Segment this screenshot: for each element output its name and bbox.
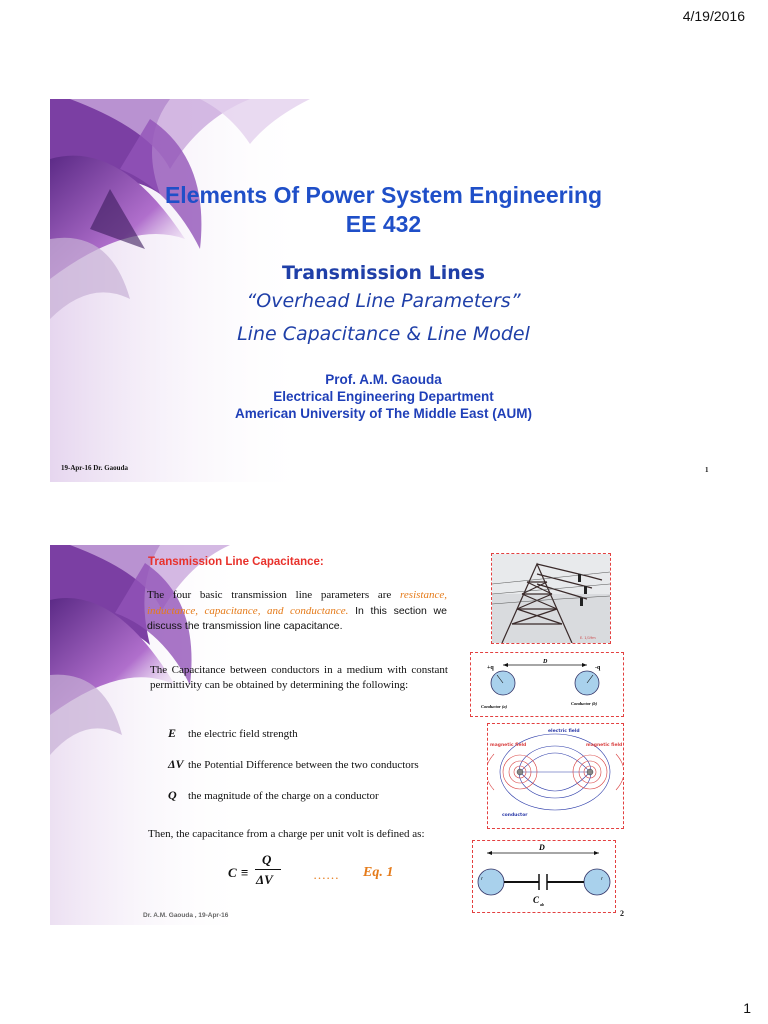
- slide-1: [50, 99, 717, 482]
- slide-subtitle-1: “Overhead Line Parameters”: [246, 290, 521, 312]
- svg-text:conductor: conductor: [502, 813, 528, 818]
- page-number: 1: [743, 1000, 751, 1016]
- slide-topic: Transmission Lines: [282, 262, 485, 284]
- svg-text:ab: ab: [540, 902, 544, 907]
- tower-image: [492, 554, 610, 643]
- slide-2-number: 2: [620, 909, 624, 918]
- svg-text:C: C: [533, 895, 540, 905]
- equation-label: Eq. 1: [363, 865, 394, 880]
- svg-text:+q: +q: [487, 665, 494, 671]
- definition-text: Then, the capacitance from a charge per unit volt is defined as:: [148, 828, 425, 840]
- capacitance-paragraph: The Capacitance between conductors in a medium with constant permittivity can be obtained by determining the following:: [150, 664, 448, 691]
- svg-text:r: r: [481, 877, 483, 882]
- svg-text:r: r: [601, 877, 603, 882]
- svg-text:D: D: [539, 843, 545, 852]
- slide-1-number: 1: [705, 466, 709, 474]
- svg-text:electric field: electric field: [548, 729, 580, 734]
- slide-subtitle-2: Line Capacitance & Line Model: [237, 323, 530, 345]
- transmission-tower-photo: [491, 553, 611, 644]
- slide-heading: Transmission Line Capacitance:: [148, 556, 324, 568]
- term-charge: Q the magnitude of the charge on a conductor: [168, 788, 379, 802]
- svg-text:-q: -q: [595, 665, 601, 671]
- svg-text:Conductor (b): Conductor (b): [571, 701, 598, 706]
- svg-text:magnetic field: magnetic field: [490, 743, 527, 748]
- header-date: 4/19/2016: [682, 8, 745, 24]
- author-name: Prof. A.M. Gaouda: [325, 372, 442, 387]
- svg-text:magnetic field: magnetic field: [586, 743, 623, 748]
- intro-paragraph: The four basic transmission line parameters are resistance, inductance, capacitance, and conductance. In this section we discuss the transmission line capacitance.: [147, 589, 447, 632]
- svg-text:D: D: [543, 659, 548, 665]
- term-electric-field: E the electric field strength: [168, 726, 298, 740]
- slide-1-footer: 19-Apr-16 Dr. Gaouda: [61, 464, 128, 472]
- photo-caption: E. 1/19m: [580, 636, 596, 640]
- field-lines-diagram: [487, 723, 624, 829]
- svg-text:Conductor (a): Conductor (a): [481, 704, 508, 709]
- equation-dots: ……: [313, 867, 339, 882]
- presentation-title: Elements Of Power System Engineering EE 432: [164, 182, 603, 237]
- slide-2-footer: Dr. A.M. Gaouda , 19-Apr-16: [143, 912, 229, 919]
- term-potential-difference: ΔV the Potential Difference between the two conductors: [168, 757, 419, 771]
- capacitor-diagram: [472, 840, 616, 913]
- slide-2: Transmission Line Capacitance: The four basic transmission line parameters are resistance, inductance, capacitance, and conductance. In this section we discuss the transmission line capacitance. The Capacitance between conductors in a medium with constant permittivity can be obtained by determining the following: E the electric field strength ΔV the Potential Difference between the two conductors Q the magnitude of the charge on a conductor Then, the capacitance from a charge per unit volt is defined as: C ≡ Q ΔV …… Eq. 1 E. 1/19m D +q -q Conductor (a) Conductor (b) electric field magnetic field magnetic field conductor D C ab r r Dr. A.M. Gaouda , 19-Apr-16 2: [50, 545, 717, 925]
- two-conductor-diagram: [470, 652, 624, 717]
- conductor-a-icon: [478, 869, 504, 895]
- department-name: Electrical Engineering Department: [273, 389, 494, 404]
- conductor-b-icon: [584, 869, 610, 895]
- university-name: American University of The Middle East (AUM): [234, 406, 533, 421]
- author-block: [50, 371, 717, 422]
